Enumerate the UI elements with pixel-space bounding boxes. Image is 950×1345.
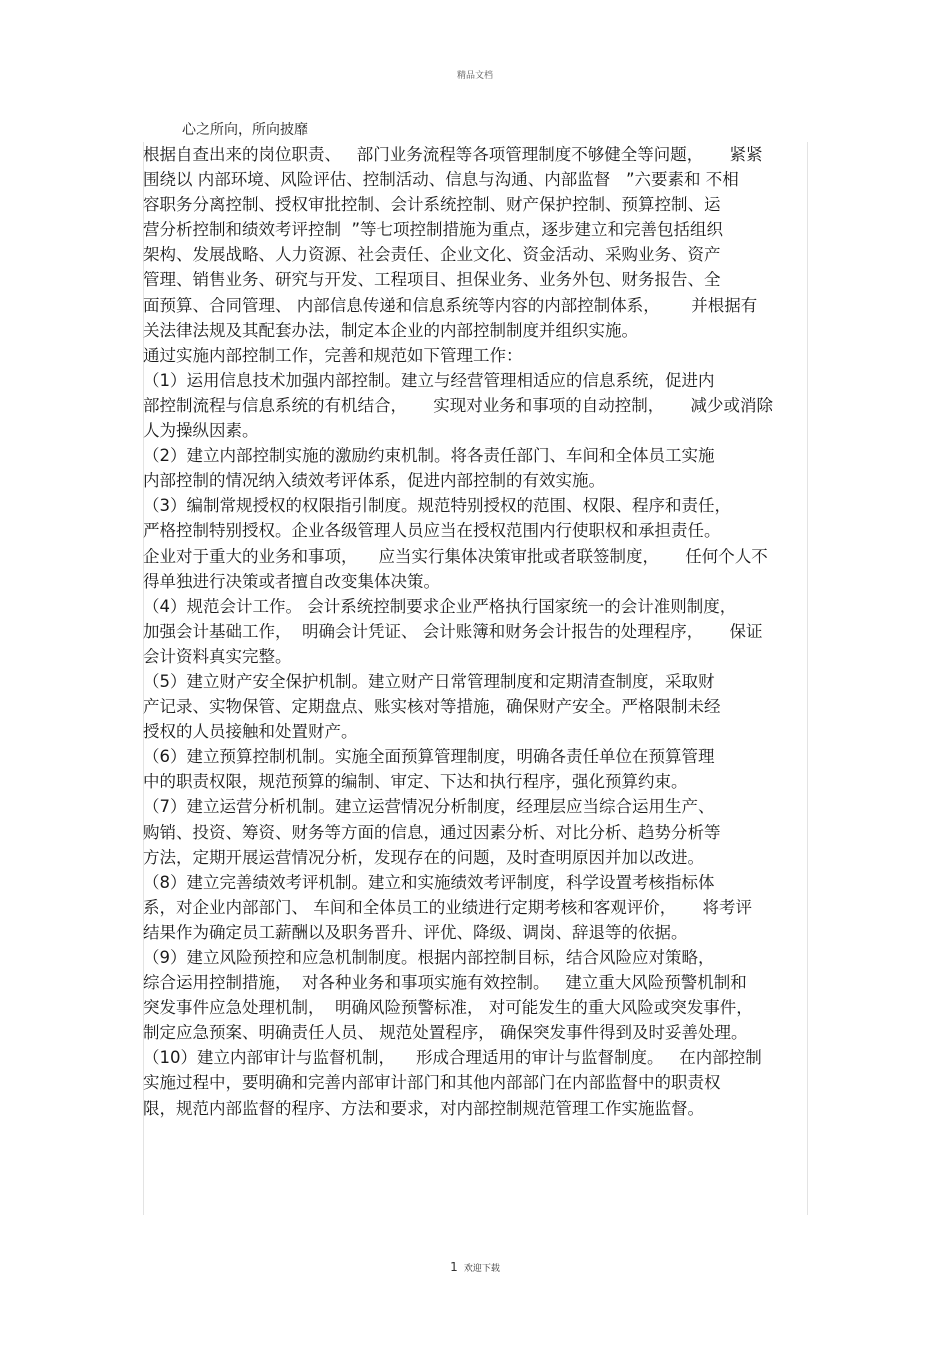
text-line: 容职务分离控制、授权审批控制、会计系统控制、财产保护控制、预算控制、运 [143,195,721,215]
text-line: （4）规范会计工作。 会计系统控制要求企业严格执行国家统一的会计准则制度， [143,596,737,616]
text-line: 方法，定期开展运营情况分析，发现存在的问题，及时查明原因并加以改进。 [143,847,704,867]
text-line: （7）建立运营分析机制。建立运营情况分析制度，经理层应当综合运用生产、 [143,797,715,817]
text-line: 围绕以 内部环境、风险评估、控制活动、信息与沟通、内部监督 ”六要素和 不相 [143,170,739,190]
footer-text: 欢迎下载 [463,1264,500,1274]
motto-line: 心之所向，所向披靡 [182,122,308,138]
text-line: 系，对企业内部部门、 车间和全体员工的业绩进行定期考核和客观评价， 将考评 [143,897,752,917]
text-line: 限，规范内部监督的程序、方法和要求，对内部控制规范管理工作实施监督。 [143,1098,704,1118]
text-line: 产记录、实物保管、定期盘点、账实核对等措施，确保财产安全。严格限制未经 [143,697,721,717]
text-line: 内部控制的情况纳入绩效考评体系，促进内部控制的有效实施。 [143,471,605,491]
text-line: 根据自查出来的岗位职责、 部门业务流程等各项管理制度不够健全等问题， 紧紧 [143,145,763,164]
text-line: 严格控制特别授权。企业各级管理人员应当在授权范围内行使职权和承担责任。 [143,521,721,541]
text-line: 综合运用控制措施， 对各种业务和事项实施有效控制。 建立重大风险预警机制和 [143,973,747,993]
text-line: 授权的人员接触和处置财产。 [143,722,358,742]
text-line: 制定应急预案、明确责任人员、 规范处置程序， 确保突发事件得到及时妥善处理。 [143,1023,748,1043]
text-line: 部控制流程与信息系统的有机结合， 实现对业务和事项的自动控制， 减少或消除 [143,395,773,415]
page-footer [0,1260,950,1274]
text-line: 企业对于重大的业务和事项， 应当实行集体决策审批或者联签制度， 任何个人不 [143,546,768,566]
text-line: （9）建立风险预控和应急机制制度。根据内部控制目标，结合风险应对策略， [143,948,715,967]
text-line: 加强会计基础工作， 明确会计凭证、 会计账簿和财务会计报告的处理程序， 保证 [143,621,763,641]
text-line: 营分析控制和绩效考评控制 ”等七项控制措施为重点，逐步建立和完善包括组织 [143,220,724,240]
text-line: （2）建立内部控制实施的激励约束机制。将各责任部门、车间和全体员工实施 [143,446,715,466]
document-body [143,142,807,1121]
text-line: （3）编制常规授权的权限指引制度。规范特别授权的范围、权限、程序和责任， [143,496,731,516]
text-line: 架构、发展战略、人力资源、社会责任、企业文化、资金活动、采购业务、资产 [143,245,721,265]
text-line: 关法律法规及其配套办法，制定本企业的内部控制制度并组织实施。 [143,320,638,340]
text-line: 结果作为确定员工薪酬以及职务晋升、评优、降级、调岗、辞退等的依据。 [143,922,688,942]
text-line: 面预算、合同管理、 内部信息传递和信息系统等内容的内部控制体系， 并根据有 [143,295,758,315]
text-line: 得单独进行决策或者擅自改变集体决策。 [143,571,440,591]
text-line: 突发事件应急处理机制， 明确风险预警标准， 对可能发生的重大风险或突发事件， [143,998,753,1018]
text-line: 购销、投资、筹资、财务等方面的信息，通过因素分析、对比分析、趋势分析等 [143,822,721,842]
text-line: 会计资料真实完整。 [143,646,292,666]
text-line: （6）建立预算控制机制。实施全面预算管理制度，明确各责任单位在预算管理 [143,747,715,767]
text-line: 实施过程中，要明确和完善内部审计部门和其他内部部门在内部监督中的职责权 [143,1073,721,1093]
text-line: （8）建立完善绩效考评机制。建立和实施绩效考评制度，科学设置考核指标体 [143,872,715,892]
text-line: 中的职责权限，规范预算的编制、审定、下达和执行程序，强化预算约束。 [143,772,688,792]
page-number: 1 [450,1260,458,1274]
text-line: （5）建立财产安全保护机制。建立财产日常管理制度和定期清查制度，采取财 [143,671,715,691]
text-line: （10）建立内部审计与监督机制， 形成合理适用的审计与监督制度。 在内部控制 [143,1048,762,1068]
text-line: 通过实施内部控制工作，完善和规范如下管理工作： [143,345,523,365]
page-header: 精品文档 [456,71,493,81]
text-line: 人为操纵因素。 [143,421,259,441]
text-line: 管理、销售业务、研究与开发、工程项目、担保业务、业务外包、财务报告、全 [143,270,721,290]
text-line: （1）运用信息技术加强内部控制。建立与经营管理相适应的信息系统，促进内 [143,370,715,390]
